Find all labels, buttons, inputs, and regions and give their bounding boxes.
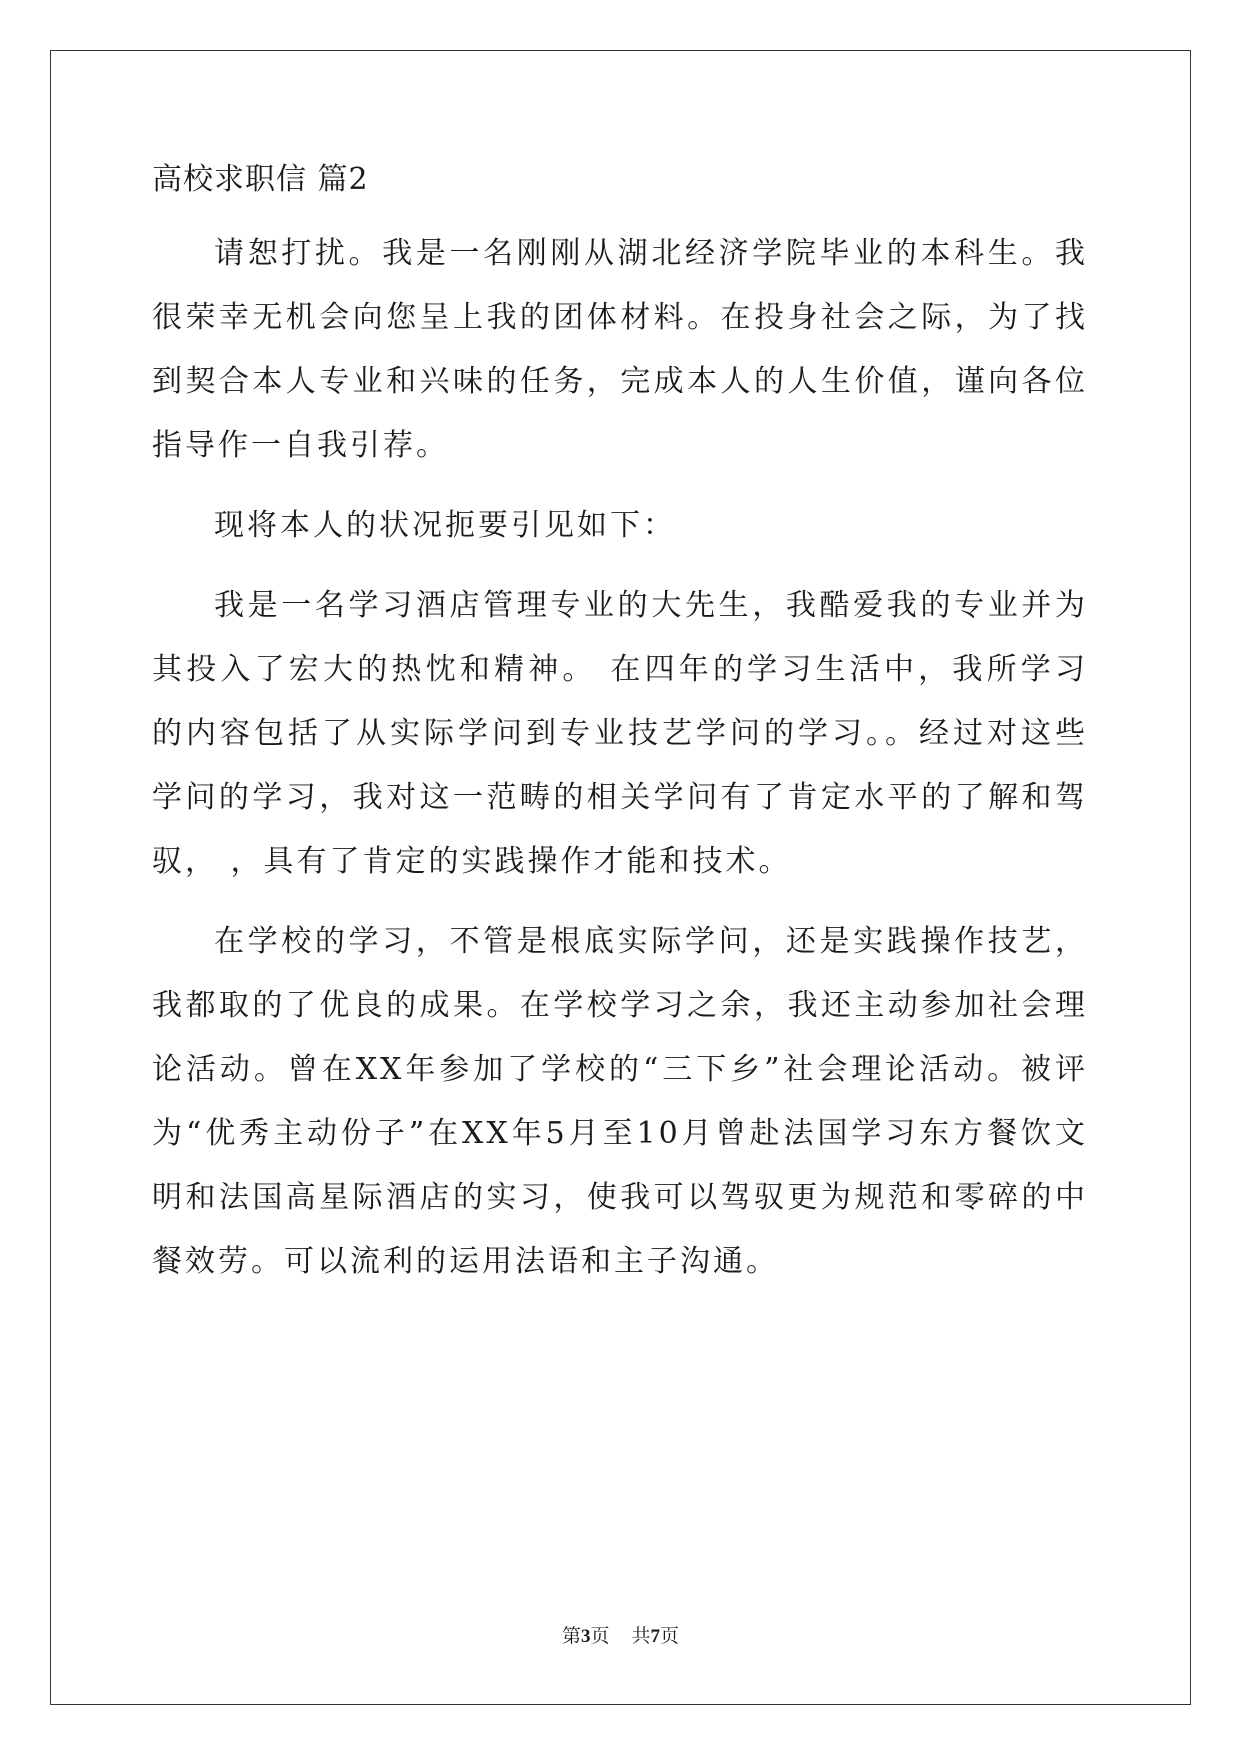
page-number-footer bbox=[0, 1625, 1241, 1649]
page-unit: 页 bbox=[590, 1626, 610, 1647]
total-unit: 页 bbox=[660, 1626, 680, 1647]
paragraph: 在学校的学习，不管是根底实际学问，还是实践操作技艺，我都取的了优良的成果。在学校学习之余，我还主动参加社会理论活动。曾在XX年参加了学校的“三下乡”社会理论活动。被评为“优秀主动份子”在XX年5月至10月曾赴法国学习东方餐饮文明和法国高星际酒店的实习，使我可以驾驭更为规范和零碎的中餐效劳。可以流利的运用法语和主子沟通。 bbox=[152, 924, 1088, 1279]
paragraph: 现将本人的状况扼要引见如下： bbox=[214, 508, 676, 543]
paragraph: 请恕打扰。我是一名刚刚从湖北经济学院毕业的本科生。我很荣幸无机会向您呈上我的团体材料。在投身社会之际，为了找到契合本人专业和兴味的任务，完成本人的人生价值，谨向各位指导作一自我引荐。 bbox=[152, 236, 1088, 463]
total-page-count: 7 bbox=[650, 1626, 661, 1647]
paragraph: 我是一名学习酒店管理专业的大先生，我酷爱我的专业并为其投入了宏大的热忱和精神。 在四年的学习生活中，我所学习的内容包括了从实际学问到专业技艺学问的学习。。经过对这些学问的学习，我对这一范畴的相关学问有了肯定水平的了解和驾驭， ，具有了肯定的实践操作才能和技术。 bbox=[152, 588, 1088, 879]
page-prefix: 第 bbox=[561, 1626, 581, 1647]
total-prefix: 共 bbox=[631, 1626, 651, 1647]
current-page-number: 3 bbox=[580, 1626, 591, 1647]
document-body bbox=[152, 160, 1088, 1310]
document-title: 高校求职信 篇2 bbox=[152, 162, 369, 197]
